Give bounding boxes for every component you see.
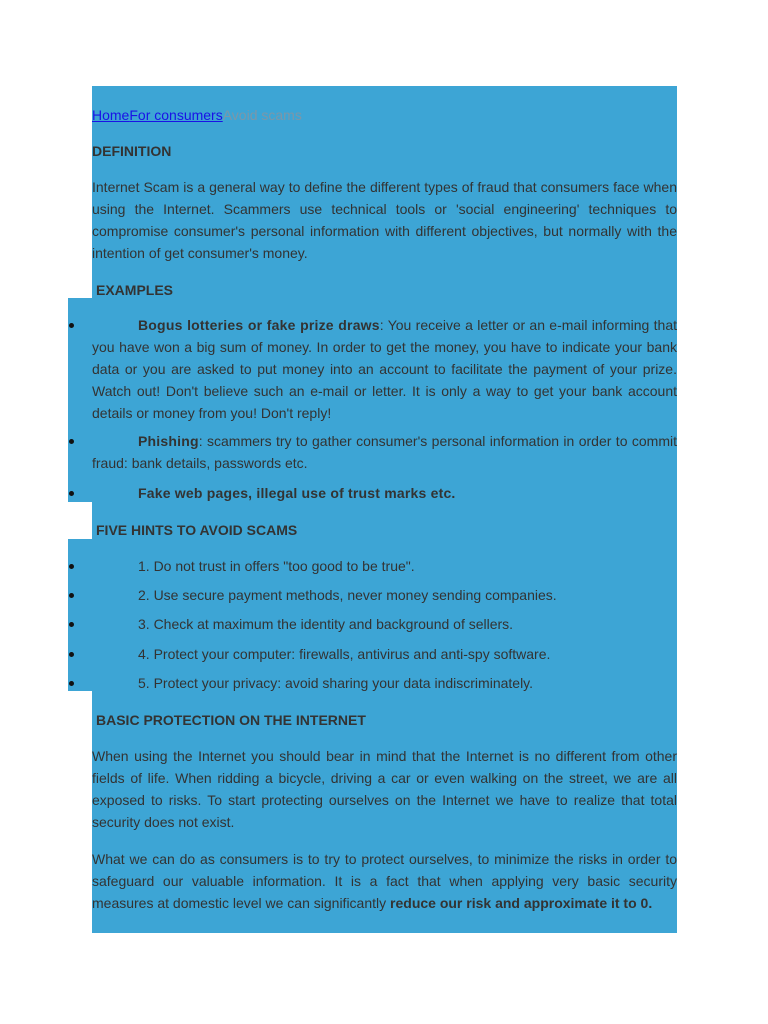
hint-item: 4. Protect your computer: firewalls, antivirus and anti-spy software. (138, 646, 551, 662)
example-item-phishing (92, 430, 677, 474)
breadcrumb-current: Avoid scams (222, 107, 302, 123)
bullet-icon (67, 321, 75, 329)
hint-item: 2. Use secure payment methods, never money sending companies. (138, 587, 557, 603)
hints-heading: FIVE HINTS TO AVOID SCAMS (96, 522, 298, 538)
example-text: : You receive a letter or an e-mail informing that you have won a big sum of money. In order to get the money, you have to indicate your bank data or you are asked to put money into an account to facilitate the payment of your prize. Watch out! Don't believe such an e-mail or letter. It is only a way to get your bank account details or money from you! Don't reply! (92, 317, 677, 421)
paragraph-text: What we can do as consumers is to try to protect ourselves, to minimize the risks in order to safeguard our valuable information. It is a fact that when applying very basic security measures at domestic level we can significantly (92, 851, 677, 911)
bullet-icon (67, 437, 75, 445)
hint-item: 3. Check at maximum the identity and background of sellers. (138, 616, 514, 632)
example-title: Phishing (138, 433, 199, 449)
example-text: : scammers try to gather consumer's personal information in order to commit fraud: bank details, passwords etc. (92, 433, 677, 471)
basic-protection-paragraph-1: When using the Internet you should bear in mind that the Internet is no different from other fields of life. When ridding a bicycle, driving a car or even walking on the street, we are all exposed to risks. To start protecting ourselves on the Internet we have to realize that total security does not exist. (92, 748, 677, 830)
hint-item: 5. Protect your privacy: avoid sharing your data indiscriminately. (138, 675, 534, 691)
hint-item: 1. Do not trust in offers "too good to be true". (138, 558, 415, 574)
bullet-icon (67, 489, 75, 497)
bullet-icon (67, 591, 75, 599)
definition-heading: DEFINITION (92, 143, 172, 159)
example-title: Bogus lotteries or fake prize draws (138, 317, 380, 333)
example-title: Fake web pages, illegal use of trust marks etc. (138, 485, 456, 501)
examples-heading: EXAMPLES (96, 282, 174, 298)
bullet-icon (67, 562, 75, 570)
basic-protection-paragraph-2 (92, 848, 677, 914)
basic-protection-heading: BASIC PROTECTION ON THE INTERNET (96, 712, 366, 728)
definition-text: Internet Scam is a general way to define the different types of fraud that consumers face when using the Internet. Scammers use technical tools or 'social engineering' techniques to compromise consumer's personal information with different objectives, but normally with the intention of get consumer's money. (92, 179, 677, 261)
example-item-lotteries (92, 314, 677, 424)
bullet-icon (67, 679, 75, 687)
example-item-fake-pages (92, 482, 677, 504)
breadcrumb-home-link[interactable]: Home (92, 107, 130, 123)
bullet-icon (67, 620, 75, 628)
breadcrumb (92, 104, 302, 126)
breadcrumb-consumers-link[interactable]: For consumers (129, 107, 223, 123)
bullet-icon (67, 650, 75, 658)
paragraph-emphasis: reduce our risk and approximate it to 0. (390, 895, 653, 911)
